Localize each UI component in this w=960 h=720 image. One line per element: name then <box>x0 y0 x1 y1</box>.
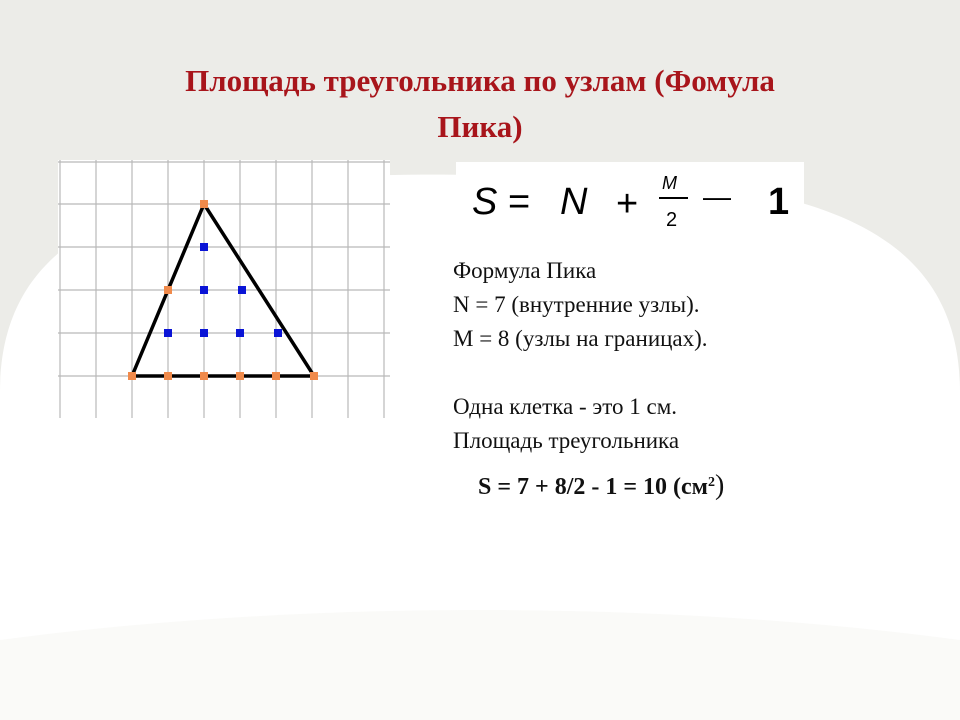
spacer <box>453 356 893 390</box>
area-result-expression: S = 7 + 8/2 - 1 = 10 (см <box>478 474 709 500</box>
boundary-node <box>236 372 244 380</box>
interior-node <box>200 329 208 337</box>
pick-grid-figure <box>58 160 390 418</box>
boundary-nodes-count: М = 8 (узлы на границах). <box>453 326 708 351</box>
interior-node <box>164 329 172 337</box>
boundary-node <box>200 200 208 208</box>
formula-name: Формула Пика <box>453 258 597 283</box>
boundary-node <box>128 372 136 380</box>
area-result <box>453 466 893 504</box>
interior-node <box>274 329 282 337</box>
explanation-block <box>453 254 893 504</box>
area-label: Площадь треугольника <box>453 428 680 453</box>
area-result-close-paren: ) <box>715 470 725 501</box>
formula-n: N <box>560 181 588 223</box>
boundary-node <box>164 286 172 294</box>
formula-denominator: 2 <box>666 209 678 231</box>
formula-s: S <box>472 181 498 223</box>
slide-title-line-2: Пика) <box>437 109 523 144</box>
area-result-exponent: 2 <box>708 475 716 490</box>
boundary-node <box>200 372 208 380</box>
formula-minus: — <box>703 181 731 212</box>
interior-node <box>200 286 208 294</box>
cell-size-note: Одна клетка - это 1 см. <box>453 394 678 419</box>
slide-title <box>90 58 870 150</box>
formula-plus: + <box>616 183 639 225</box>
boundary-node <box>310 372 318 380</box>
formula-equals: = <box>508 181 531 223</box>
formula-numerator: M <box>662 173 677 193</box>
interior-node <box>200 243 208 251</box>
pick-formula <box>456 162 804 236</box>
interior-node <box>236 329 244 337</box>
interior-node <box>238 286 246 294</box>
interior-nodes-count: N = 7 (внутренние узлы). <box>453 292 700 317</box>
grid-background <box>58 160 390 418</box>
slide-title-line-1: Площадь треугольника по узлам (Фомула <box>185 63 775 98</box>
boundary-node <box>272 372 280 380</box>
formula-one: 1 <box>768 181 790 223</box>
boundary-node <box>164 372 172 380</box>
